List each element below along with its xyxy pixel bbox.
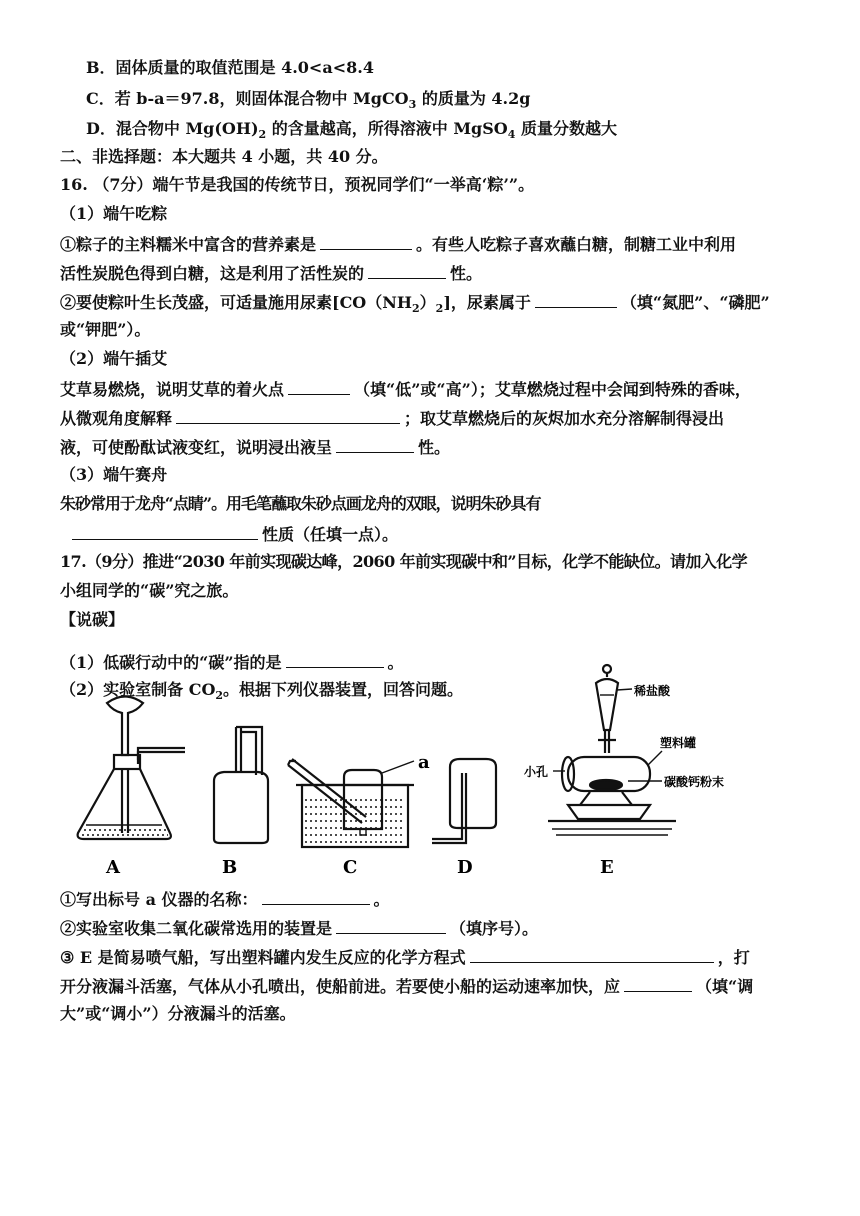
answer-blank[interactable] <box>320 233 412 250</box>
option-d: D．混合物中 $Mg(OH)_2$ 的含量越高，所得溶液中 MgSO$_4$ 质量分数越大 <box>86 119 617 142</box>
q16-part1-line3: ②要使粽叶生长茂盛，可适量施用尿素$[CO(NH_2)_2]$，尿素属于 （填“氮肥”、“磷肥” <box>60 293 770 316</box>
label-D: D <box>457 857 473 878</box>
label-hole: 小孔 <box>524 765 549 779</box>
answer-blank[interactable] <box>470 946 714 963</box>
section-heading: 二、非选择题：本大题共 4 小题，共 40 分。 <box>60 147 388 166</box>
question-16-stem: 16. （7分）端午节是我国的传统节日，预祝同学们“一举高‘粽’”。 <box>60 175 535 194</box>
answer-blank[interactable] <box>336 917 446 934</box>
apparatus-c <box>288 759 414 847</box>
label-a-mark: a <box>418 752 430 773</box>
q17-part2: （2）实验室制备 $CO_2$。根据下列仪器装置，回答问题。 <box>60 680 464 703</box>
label-A: A <box>106 857 120 878</box>
answer-blank[interactable] <box>624 975 692 992</box>
label-C: C <box>343 857 358 878</box>
q16-part2-title: （2）端午插艾 <box>60 349 168 368</box>
q17-sub3-line3: 大”或“调小”）分液漏斗的活塞。 <box>60 1004 296 1023</box>
answer-blank[interactable] <box>368 262 446 279</box>
label-E: E <box>600 857 614 878</box>
q16-part2-line1: 艾草易燃烧，说明艾草的着火点 （填“低”或“高”）；艾草燃烧过程中会闻到特殊的香味， <box>60 380 751 399</box>
answer-blank[interactable] <box>535 291 617 308</box>
q16-part1-line2: 活性炭脱色得到白糖，这是利用了活性炭的 性。 <box>60 264 483 283</box>
answer-blank[interactable] <box>176 407 400 424</box>
q17-part1: （1）低碳行动中的“碳”指的是 。 <box>60 653 404 672</box>
q17-sub3: ③ E 是简易喷气船，写出塑料罐内发生反应的化学方程式 ，打 <box>60 948 750 967</box>
apparatus-figure <box>0 655 860 880</box>
q16-part1-line4: 或“钾肥”）。 <box>60 320 151 339</box>
apparatus-a <box>78 697 185 840</box>
answer-blank[interactable] <box>336 436 414 453</box>
apparatus-b <box>214 727 268 843</box>
label-B: B <box>222 857 238 878</box>
label-can: 塑料罐 <box>660 736 697 750</box>
answer-blank[interactable] <box>288 378 350 395</box>
q16-part1-title: （1）端午吃粽 <box>60 204 168 223</box>
q16-part1-line1: ①粽子的主料糯米中富含的营养素是 。有些人吃粽子喜欢蘸白糖，制糖工业中利用 <box>60 235 737 254</box>
label-acid: 稀盐酸 <box>634 684 671 698</box>
q16-part2-line3: 液，可使酚酞试液变红，说明浸出液呈 性。 <box>60 438 451 457</box>
q16-part3-line1: 朱 砂 常 用 于 龙 舟 “ 点 睛 ” 。 用 毛 笔 蘸 取 朱 砂 点 画 龙 舟 的 双 眼 ， 说 明 朱 砂 具 有 <box>60 494 539 513</box>
label-powder: 碳酸钙粉末 <box>664 775 725 789</box>
q16-part3-line2: 性质（任填一点）。 <box>60 523 398 545</box>
q17-sub1: ①写出标号 a 仪器的名称： 。 <box>60 890 390 909</box>
q17-section-title: 【说碳】 <box>60 610 125 629</box>
q17-sub2: ②实验室收集二氧化碳常选用的装置是 （填序号）。 <box>60 919 539 938</box>
option-b: B．固体质量的取值范围是 4.0<a<8.4 <box>86 58 374 77</box>
question-17-stem: 17.（9分）推进“2030 年前实现碳达峰，2060 年前实现碳中和”目标，化学不能缺位。请加入化学 <box>60 552 747 571</box>
question-17-stem-2: 小组同学的“碳”究之旅。 <box>60 581 239 600</box>
q16-part2-line2: 从微观角度解释 ；取艾草燃烧后的灰烬加水充分溶解制得浸出 <box>60 409 725 428</box>
answer-blank[interactable] <box>262 888 370 905</box>
q17-sub3-line2: 开分液漏斗活塞，气体从小孔喷出，使船前进。若要使小船的运动速率加快，应 （填“调 <box>60 977 754 996</box>
answer-blank[interactable] <box>72 523 258 540</box>
apparatus-d <box>432 759 496 843</box>
q16-part3-title: （3）端午赛舟 <box>60 465 168 484</box>
option-c: C．若 b-a＝97.8，则固体混合物中 MgCO$_3$ 的质量为 4.2g <box>86 89 531 112</box>
